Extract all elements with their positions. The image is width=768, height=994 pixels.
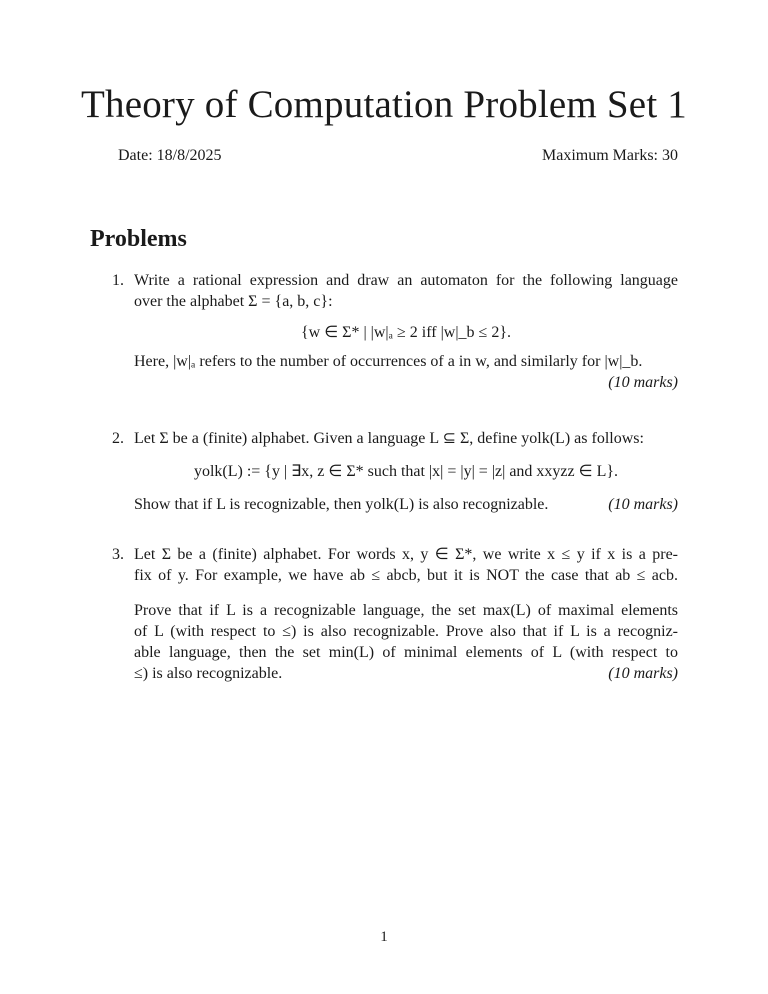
- date-line: Date: 18/8/2025: [118, 147, 222, 164]
- problem-text-line: over the alphabet Σ = {a, b, c}:: [134, 293, 333, 310]
- problem-text-line: Write a rational expression and draw an automaton for the following language: [134, 272, 678, 289]
- problem-text-line: Let Σ be a (finite) alphabet. Given a language L ⊆ Σ, define yolk(L) as follows:: [134, 430, 644, 447]
- problem-2: [112, 428, 678, 515]
- problem-text-line: Here, |w|ₐ refers to the number of occurrences of a in w, and similarly for |w|_b.: [134, 353, 643, 370]
- problem-text-line: Prove that if L is a recognizable language, the set max(L) of maximal elements: [134, 602, 678, 619]
- problem-number: 1.: [112, 272, 124, 289]
- marks-label: (10 marks): [608, 374, 678, 391]
- marks-label: (10 marks): [608, 665, 678, 682]
- problem-text-line: Let Σ be a (finite) alphabet. For words x, y ∈ Σ*, we write x ≤ y if x is a pre-: [134, 546, 678, 563]
- problem-text: Show that if L is recognizable, then yolk(L) is also recognizable.: [134, 496, 549, 513]
- problem-3: [112, 544, 678, 684]
- maximum-marks: Maximum Marks: 30: [542, 147, 678, 164]
- problem-1: [112, 270, 678, 393]
- section-heading: Problems: [90, 226, 187, 252]
- display-equation: {w ∈ Σ* | |w|ₐ ≥ 2 iff |w|_b ≤ 2}.: [300, 324, 512, 341]
- page-number: 1: [380, 929, 388, 945]
- problem-number: 3.: [112, 546, 124, 563]
- marks-label: (10 marks): [608, 496, 678, 513]
- display-equation: yolk(L) := {y | ∃x, z ∈ Σ* such that |x| = |y| = |z| and xxyzz ∈ L}.: [193, 463, 619, 480]
- problem-number: 2.: [112, 430, 124, 447]
- problem-text-line: fix of y. For example, we have ab ≤ abcb, but it is NOT the case that ab ≤ acb.: [134, 567, 678, 584]
- problem-text-line: [134, 494, 678, 515]
- problem-text: ≤) is also recognizable.: [134, 665, 283, 682]
- problem-text-line: of L (with respect to ≤) is also recognizable. Prove also that if L is a recogniz-: [134, 623, 678, 640]
- problem-text-line: able language, then the set min(L) of minimal elements of L (with respect to: [134, 644, 678, 661]
- problem-text-line: [134, 663, 678, 684]
- page-title: Theory of Computation Problem Set 1: [80, 83, 687, 126]
